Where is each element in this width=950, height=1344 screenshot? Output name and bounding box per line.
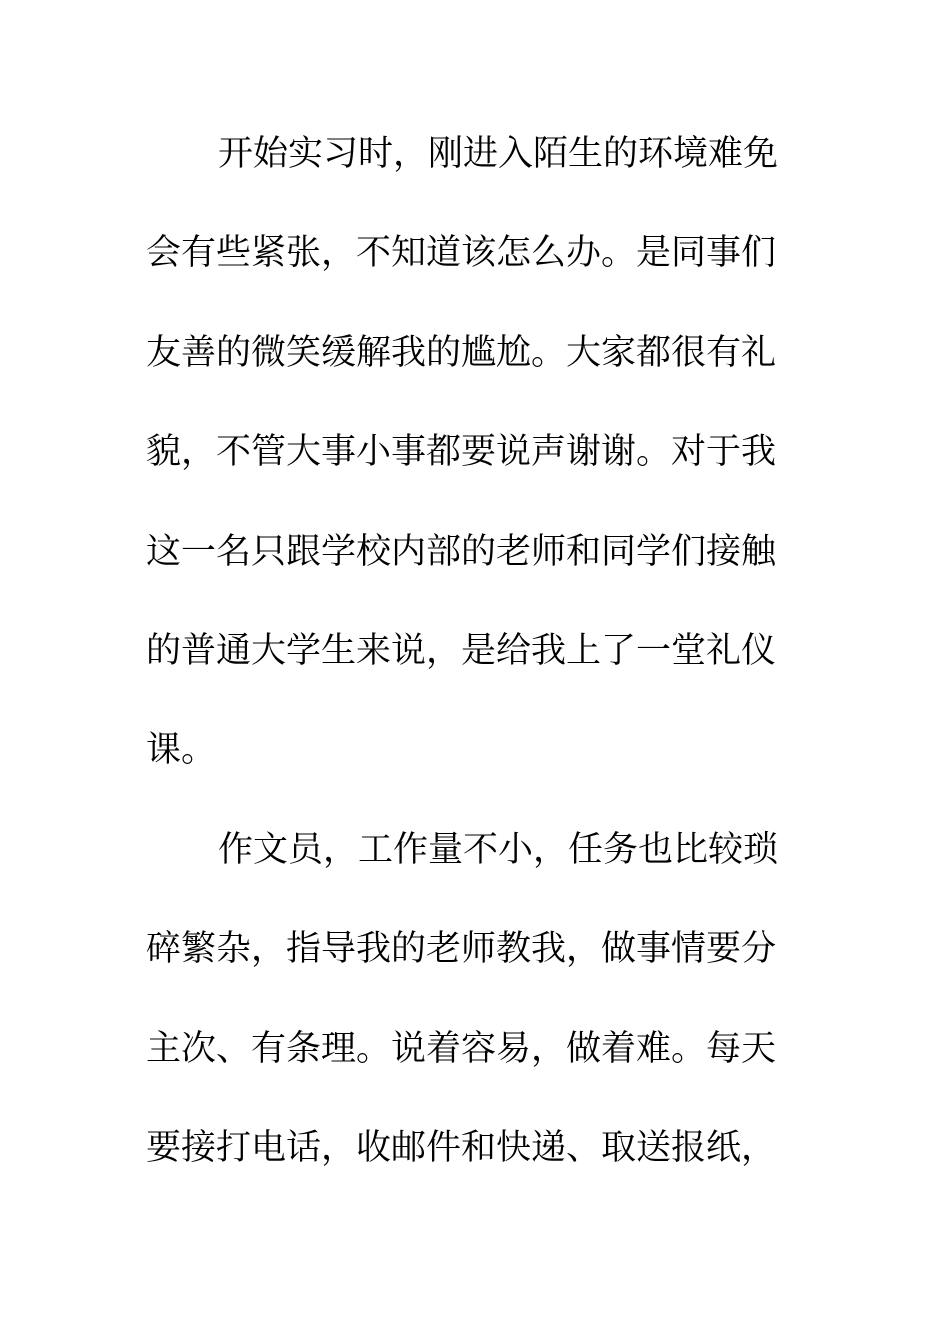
- text-line: 这一名只跟学校内部的老师和同学们接触: [146, 531, 777, 572]
- text-line: 作文员，工作量不小，任务也比较琐: [218, 829, 779, 870]
- paragraph-internship-start: [146, 124, 786, 820]
- text-line: 碎繁杂，指导我的老师教我，做事情要分: [146, 929, 777, 970]
- text-line: 课。: [146, 730, 217, 771]
- text-line: 要接打电话，收邮件和快递、取送报纸，: [146, 1127, 777, 1168]
- text-line: 会有些紧张，不知道该怎么办。是同事们: [146, 233, 777, 274]
- paragraph-clerk-work: [146, 820, 786, 1218]
- text-line: 友善的微笑缓解我的尴尬。大家都很有礼: [146, 332, 777, 373]
- text-line: 的普通大学生来说，是给我上了一堂礼仪: [146, 630, 777, 671]
- document-body: [146, 124, 786, 1217]
- text-line: 主次、有条理。说着容易，做着难。每天: [146, 1028, 777, 1069]
- text-line: 貌，不管大事小事都要说声谢谢。对于我: [146, 432, 777, 473]
- text-line: 开始实习时，刚进入陌生的环境难免: [218, 134, 779, 174]
